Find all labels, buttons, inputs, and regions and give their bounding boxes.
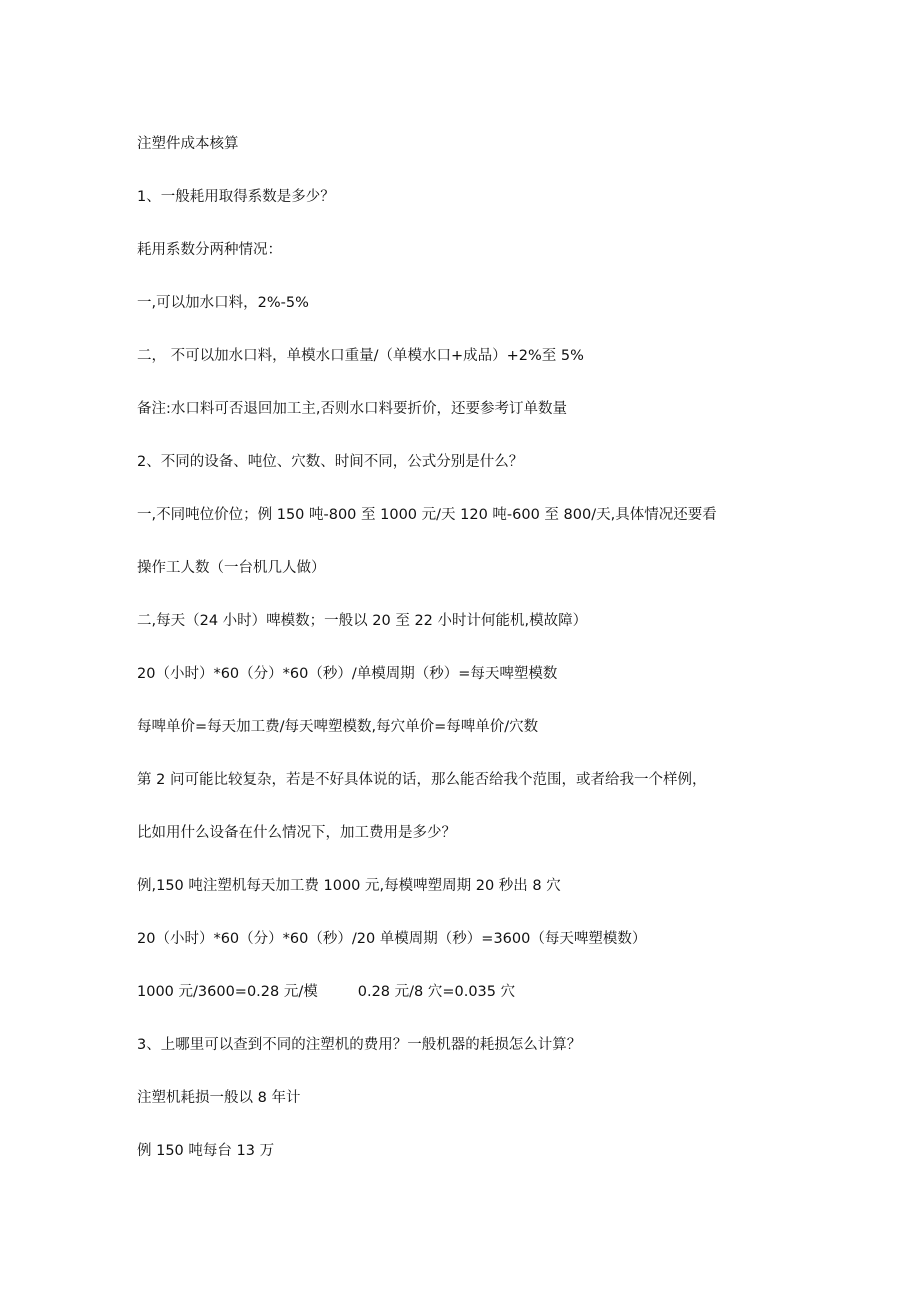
calc-line — [137, 983, 515, 1001]
text-line: 二， 不可以加水口料，单模水口重量/（单模水口+成品）+2%至 5% — [137, 348, 584, 364]
text-line: 操作工人数（一台机几人做） — [137, 560, 326, 576]
text-line: 2、不同的设备、吨位、穴数、时间不同，公式分别是什么？ — [137, 454, 524, 470]
calc-part-per-mold: 1000 元/3600=0.28 元/模 — [137, 984, 318, 1000]
formula-line: 每啤单价=每天加工费/每天啤塑模数,每穴单价=每啤单价/穴数 — [137, 719, 539, 735]
example-line: 例,150 吨注塑机每天加工费 1000 元,每模啤塑周期 20 秒出 8 穴 — [137, 878, 561, 894]
text-line: 一,不同吨位价位；例 150 吨-800 至 1000 元/天 120 吨-600 至 800/天,具体情况还要看 — [137, 507, 717, 523]
formula-line: 20（小时）*60（分）*60（秒）/单模周期（秒）=每天啤塑模数 — [137, 666, 558, 682]
question-line: 3、上哪里可以查到不同的注塑机的费用？一般机器的耗损怎么计算？ — [137, 1037, 582, 1053]
text-line: 备注:水口料可否退回加工主,否则水口料要折价，还要参考订单数量 — [137, 401, 567, 417]
text-line: 注塑机耗损一般以 8 年计 — [137, 1090, 301, 1106]
text-line: 比如用什么设备在什么情况下，加工费用是多少？ — [137, 825, 456, 841]
text-line: 1、一般耗用取得系数是多少？ — [137, 189, 335, 205]
text-line: 耗用系数分两种情况： — [137, 242, 282, 258]
text-line: 例 150 吨每台 13 万 — [137, 1143, 275, 1159]
formula-line: 20（小时）*60（分）*60（秒）/20 单模周期（秒）=3600（每天啤塑模数） — [137, 931, 647, 947]
text-line: 二,每天（24 小时）啤模数；一般以 20 至 22 小时计何能机,模故障） — [137, 613, 588, 629]
text-line: 第 2 问可能比较复杂，若是不好具体说的话，那么能否给我个范围，或者给我一个样例， — [137, 772, 707, 788]
calc-part-per-cavity: 0.28 元/8 穴=0.035 穴 — [357, 984, 516, 1000]
text-line: 一,可以加水口料，2%-5% — [137, 295, 309, 311]
document-title: 注塑件成本核算 — [137, 136, 239, 152]
